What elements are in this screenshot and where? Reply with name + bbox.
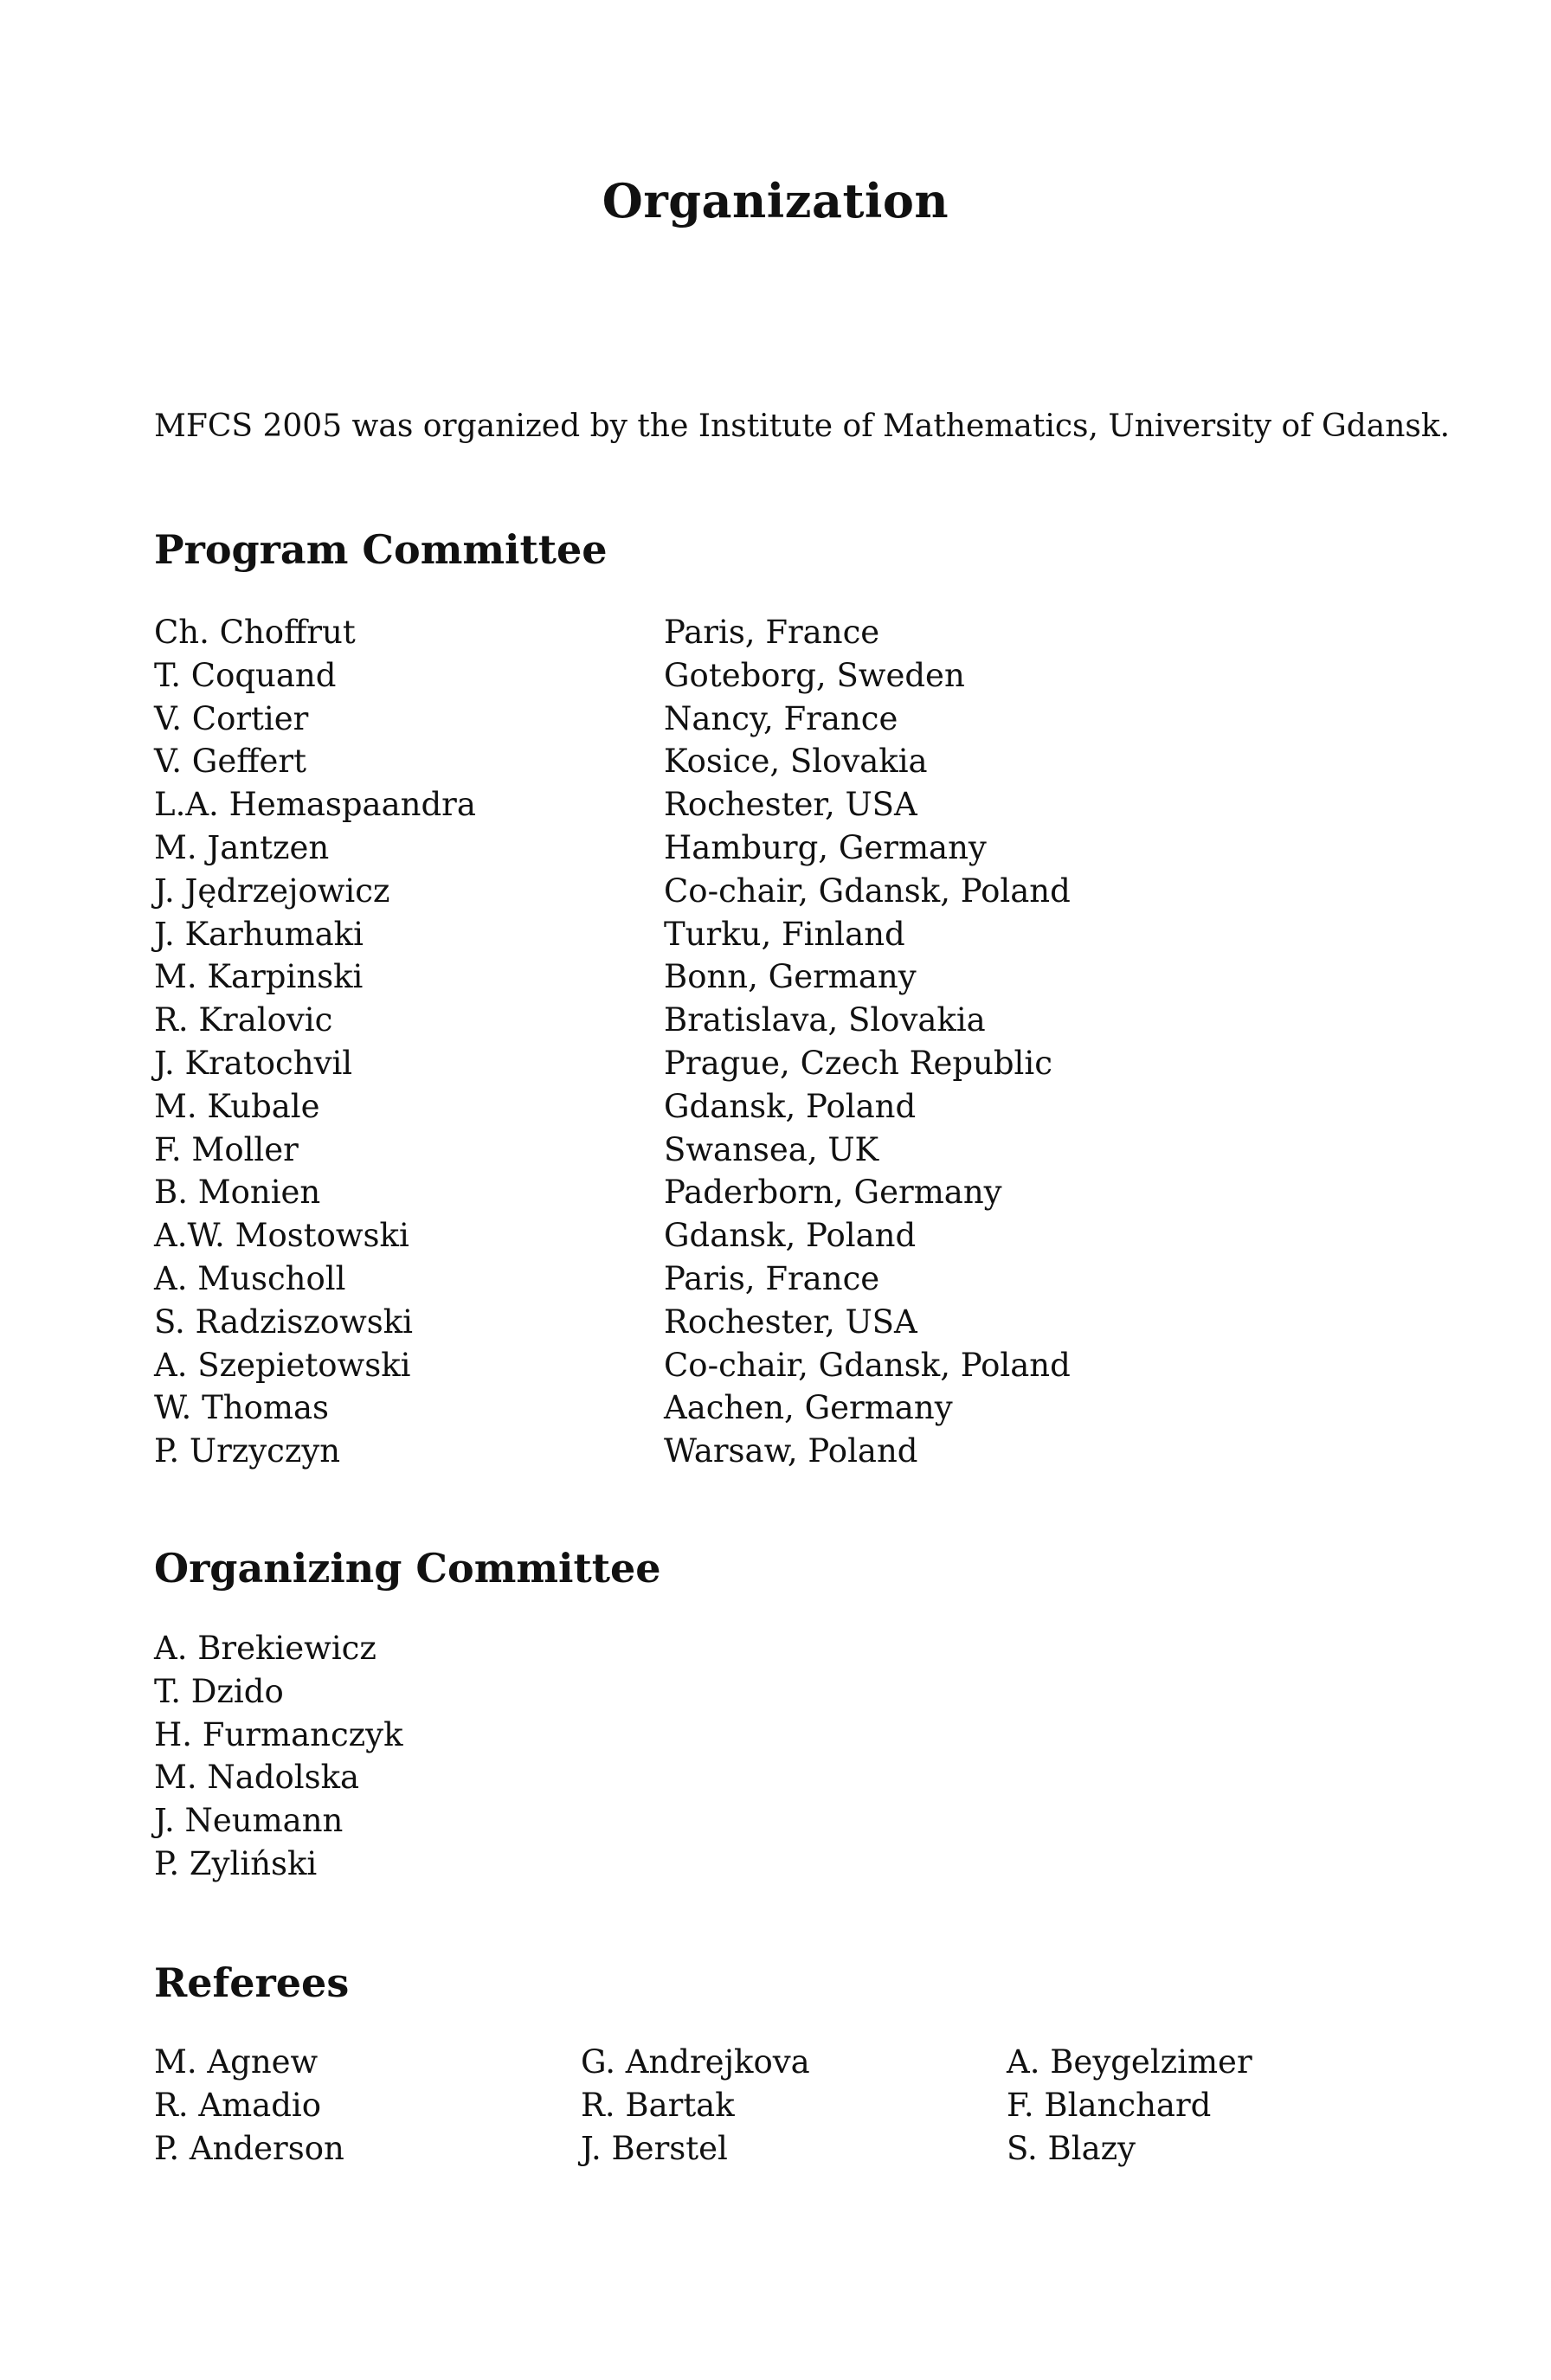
referees-column-1 (154, 2041, 344, 2170)
member-affiliation: Goteborg, Sweden (664, 656, 965, 694)
member-affiliation: Kosice, Slovakia (664, 743, 928, 781)
member-name: L.A. Hemaspaandra (154, 786, 476, 824)
member-name: J. Karhumaki (154, 915, 364, 953)
organizer-name: P. Zyliński (154, 1844, 318, 1882)
organizer-name: H. Furmanczyk (154, 1715, 403, 1753)
program-committee-heading: Program Committee (154, 526, 608, 573)
member-affiliation: Co-chair, Gdansk, Poland (664, 1346, 1071, 1384)
member-affiliation: Aachen, Germany (664, 1389, 953, 1427)
page-title: Organization (602, 173, 949, 228)
member-name: F. Moller (154, 1130, 299, 1168)
member-name: S. Radziszowski (154, 1303, 413, 1341)
committee-member-row (154, 740, 1193, 783)
member-name: J. Kratochvil (154, 1044, 353, 1082)
member-name: M. Kubale (154, 1087, 320, 1125)
organizer-name: M. Nadolska (154, 1759, 360, 1797)
committee-member-row (154, 1344, 1193, 1387)
committee-member-row (154, 1085, 1193, 1129)
member-affiliation: Rochester, USA (664, 1303, 917, 1341)
committee-member-row (154, 999, 1193, 1042)
intro-paragraph: MFCS 2005 was organized by the Institute of Mathematics, University of Gdansk. (154, 408, 1451, 444)
committee-member-row (154, 783, 1193, 827)
member-name: A.W. Mostowski (154, 1217, 409, 1255)
referees-heading: Referees (154, 1959, 350, 2006)
member-affiliation: Hamburg, Germany (664, 828, 987, 866)
member-affiliation: Gdansk, Poland (664, 1217, 917, 1255)
committee-member-row (154, 913, 1193, 956)
referee-name: R. Bartak (581, 2086, 735, 2124)
committee-member-row (154, 654, 1193, 698)
referee-name: J. Berstel (581, 2129, 728, 2167)
member-affiliation: Turku, Finland (664, 915, 905, 953)
committee-member-row (154, 1258, 1193, 1301)
member-affiliation: Paris, France (664, 1259, 880, 1297)
member-name: P. Urzyczyn (154, 1432, 341, 1470)
member-affiliation: Rochester, USA (664, 786, 917, 824)
committee-member-row (154, 955, 1193, 999)
referee-name: S. Blazy (1007, 2129, 1136, 2167)
member-name: T. Coquand (154, 656, 337, 694)
member-affiliation: Warsaw, Poland (664, 1432, 918, 1470)
member-affiliation: Paderborn, Germany (664, 1174, 1002, 1212)
member-name: V. Geffert (154, 743, 306, 781)
organizing-committee-list (154, 1627, 403, 1886)
member-affiliation: Bonn, Germany (664, 958, 917, 996)
member-name: M. Karpinski (154, 958, 364, 996)
member-affiliation: Gdansk, Poland (664, 1087, 917, 1125)
committee-member-row (154, 698, 1193, 741)
committee-member-row (154, 1171, 1193, 1214)
member-affiliation: Nancy, France (664, 699, 898, 737)
referee-name: M. Agnew (154, 2043, 319, 2081)
member-affiliation: Paris, France (664, 614, 880, 651)
organizer-name: A. Brekiewicz (154, 1630, 376, 1667)
member-name: A. Muscholl (154, 1259, 346, 1297)
referees-column-2 (581, 2041, 810, 2170)
committee-member-row (154, 1430, 1193, 1473)
program-committee-list (154, 611, 1193, 1473)
referees-column-3 (1007, 2041, 1252, 2170)
committee-member-row (154, 827, 1193, 870)
referee-name: R. Amadio (154, 2086, 322, 2124)
referee-name: A. Beygelzimer (1007, 2043, 1252, 2081)
member-name: B. Monien (154, 1174, 321, 1212)
member-affiliation: Prague, Czech Republic (664, 1044, 1052, 1082)
member-name: V. Cortier (154, 699, 309, 737)
member-name: A. Szepietowski (154, 1346, 411, 1384)
committee-member-row (154, 1386, 1193, 1430)
committee-member-row (154, 1042, 1193, 1085)
member-name: Ch. Choffrut (154, 614, 356, 651)
organizer-name: T. Dzido (154, 1672, 284, 1710)
organizer-name: J. Neumann (154, 1802, 344, 1840)
committee-member-row (154, 611, 1193, 654)
committee-member-row (154, 870, 1193, 913)
member-affiliation: Co-chair, Gdansk, Poland (664, 872, 1071, 910)
member-affiliation: Swansea, UK (664, 1130, 879, 1168)
committee-member-row (154, 1214, 1193, 1258)
member-name: M. Jantzen (154, 828, 330, 866)
referee-name: P. Anderson (154, 2129, 344, 2167)
member-name: W. Thomas (154, 1389, 330, 1427)
committee-member-row (154, 1301, 1193, 1344)
referee-name: G. Andrejkova (581, 2043, 810, 2081)
member-name: R. Kralovic (154, 1001, 333, 1039)
member-affiliation: Bratislava, Slovakia (664, 1001, 986, 1039)
committee-member-row (154, 1129, 1193, 1172)
organizing-committee-heading: Organizing Committee (154, 1545, 661, 1592)
member-name: J. Jędrzejowicz (154, 872, 390, 910)
referee-name: F. Blanchard (1007, 2086, 1212, 2124)
